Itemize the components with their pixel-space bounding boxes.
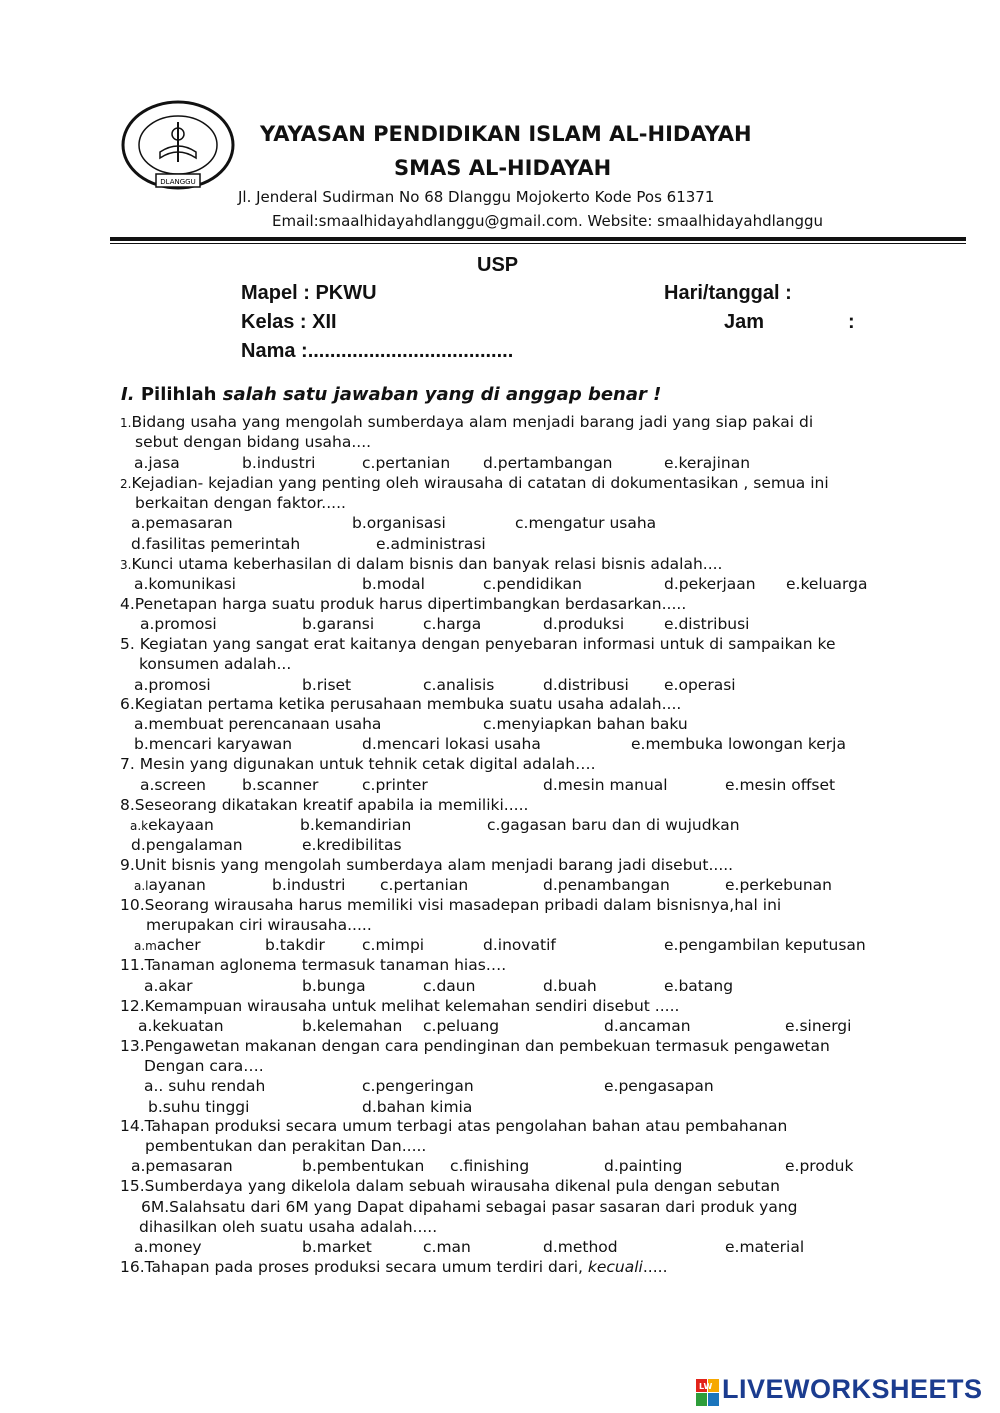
question-1-line2: sebut dengan bidang usaha.... [135,433,372,451]
question-8: 8.Seseorang dikatakan kreatif apabila ia memiliki..... [120,796,529,814]
question-10-line2: merupakan ciri wirausaha..... [146,916,372,934]
question-3: 3.Kunci utama keberhasilan di dalam bisnis dan banyak relasi bisnis adalah.... [120,555,723,573]
question-12: 12.Kemampuan wirausaha untuk melihat kelemahan sendiri disebut ..... [120,997,680,1015]
q13-option-b[interactable]: b.suhu tinggi [148,1098,250,1116]
time-label: Jam [724,311,765,333]
section-instruction: salah satu jawaban yang di anggap benar ! [222,384,662,405]
q6-option-e[interactable]: e.membuka lowongan kerja [631,735,846,753]
q12-option-a[interactable]: a.kekuatan [138,1017,224,1035]
q13-option-a[interactable]: a.. suhu rendah [144,1077,266,1095]
question-4: 4.Penetapan harga suatu produk harus dipertimbangkan berdasarkan..... [120,595,687,613]
q4-option-e[interactable]: e.distribusi [664,615,750,633]
q1-option-a[interactable]: a.jasa [134,454,180,472]
question-14: 14.Tahapan produksi secara umum terbagi atas pengolahan bahan atau pembahanan [120,1117,788,1135]
q5-option-d[interactable]: d.distribusi [543,676,629,694]
school-contact: Email:smaalhidayahdlanggu@gmail.com. Website: smaalhidayahdlanggu [272,212,824,230]
q3-option-e[interactable]: e.keluarga [786,575,868,593]
question-14-line2: pembentukan dan perakitan Dan..... [145,1137,427,1155]
q15-option-a[interactable]: a.money [134,1238,202,1256]
q8-option-b[interactable]: b.kemandirian [300,816,412,834]
q15-option-e[interactable]: e.material [725,1238,805,1256]
q9-option-b[interactable]: b.industri [272,876,346,894]
question-5: 5. Kegiatan yang sangat erat kaitanya dengan penyebaran informasi untuk di sampaikan ke [120,635,836,653]
q5-option-a[interactable]: a.promosi [134,676,211,694]
question-16: 16.Tahapan pada proses produksi secara umum terdiri dari, kecuali..... [120,1258,668,1276]
q5-option-b[interactable]: b.riset [302,676,352,694]
date-label: Hari/tanggal : [664,282,792,304]
question-13: 13.Pengawetan makanan dengan cara pendinginan dan pembekuan termasuk pengawetan [120,1037,830,1055]
q2-option-a[interactable]: a.pemasaran [131,514,233,532]
section-heading [121,384,661,405]
school-address: Jl. Jenderal Sudirman No 68 Dlanggu Mojokerto Kode Pos 61371 [238,188,715,206]
q4-option-d[interactable]: d.produksi [543,615,625,633]
subject-label: Mapel : PKWU [241,282,377,304]
q6-option-a[interactable]: a.membuat perencanaan usaha [134,715,382,733]
q3-option-b[interactable]: b.modal [362,575,425,593]
liveworksheets-badge-icon [696,1379,720,1407]
q10-option-b[interactable]: b.takdir [265,936,325,954]
q9-option-d[interactable]: d.penambangan [543,876,670,894]
header-divider-thin [110,243,966,244]
q14-option-b[interactable]: b.pembentukan [302,1157,425,1175]
q7-option-e[interactable]: e.mesin offset [725,776,836,794]
q1-option-b[interactable]: b.industri [242,454,316,472]
question-15-line3: dihasilkan oleh suatu usaha adalah..... [139,1218,438,1236]
q2-option-d[interactable]: d.fasilitas pemerintah [131,535,301,553]
liveworksheets-watermark[interactable]: LIVEWORKSHEETS [722,1374,983,1404]
q1-option-e[interactable]: e.kerajinan [664,454,751,472]
q8-option-e[interactable]: e.kredibilitas [302,836,402,854]
q3-option-c[interactable]: c.pendidikan [483,575,582,593]
question-2: 2.Kejadian- kejadian yang penting oleh wirausaha di catatan di dokumentasikan , semua ini [120,474,829,492]
q13-option-c[interactable]: c.pengeringan [362,1077,474,1095]
svg-text:LW: LW [699,1382,713,1391]
question-5-line2: konsumen adalah... [139,655,292,673]
q6-option-c[interactable]: c.menyiapkan bahan baku [483,715,688,733]
q13-option-e[interactable]: e.pengasapan [604,1077,714,1095]
q12-option-d[interactable]: d.ancaman [604,1017,691,1035]
q10-option-a[interactable]: a.macher [134,936,201,954]
q11-option-b[interactable]: b.bunga [302,977,366,995]
question-1: 1.Bidang usaha yang mengolah sumberdaya alam menjadi barang jadi yang siap pakai di [120,413,814,431]
q6-option-b[interactable]: b.mencari karyawan [134,735,293,753]
header-divider-thick [110,237,966,241]
q2-option-b[interactable]: b.organisasi [352,514,446,532]
q3-option-d[interactable]: d.pekerjaan [664,575,756,593]
q7-option-b[interactable]: b.scanner [242,776,319,794]
q10-option-d[interactable]: d.inovatif [483,936,556,954]
question-7: 7. Mesin yang digunakan untuk tehnik cetak digital adalah…. [120,755,596,773]
q2-option-c[interactable]: c.mengatur usaha [515,514,657,532]
q4-option-b[interactable]: b.garansi [302,615,375,633]
question-6: 6.Kegiatan pertama ketika perusahaan membuka suatu usaha adalah.... [120,695,682,713]
q15-option-d[interactable]: d.method [543,1238,618,1256]
school-logo [120,100,236,194]
q5-option-e[interactable]: e.operasi [664,676,736,694]
q4-option-a[interactable]: a.promosi [140,615,217,633]
name-field[interactable]: Nama :..................................... [241,340,514,362]
q8-option-d[interactable]: d.pengalaman [131,836,243,854]
q11-option-e[interactable]: e.batang [664,977,734,995]
section-lead: Pilihlah [140,384,217,405]
q12-option-b[interactable]: b.kelemahan [302,1017,403,1035]
q11-option-a[interactable]: a.akar [144,977,193,995]
q14-option-c[interactable]: c.finishing [450,1157,530,1175]
section-number: I. [121,384,135,405]
time-colon: : [848,311,855,333]
question-15-line2: 6M.Salahsatu dari 6M yang Dapat dipahami sebagai pasar sasaran dari produk yang [141,1198,798,1216]
q7-option-a[interactable]: a.screen [140,776,206,794]
exam-title: USP [477,254,519,276]
q5-option-c[interactable]: c.analisis [423,676,495,694]
q7-option-c[interactable]: c.printer [362,776,428,794]
q4-option-c[interactable]: c.harga [423,615,482,633]
question-2-line2: berkaitan dengan faktor..... [135,494,346,512]
q6-option-d[interactable]: d.mencari lokasi usaha [362,735,541,753]
foundation-name: YAYASAN PENDIDIKAN ISLAM AL-HIDAYAH [260,122,752,146]
q15-option-b[interactable]: b.market [302,1238,372,1256]
logo-bottom-text: DLANGGU [160,178,196,186]
question-9: 9.Unit bisnis yang mengolah sumberdaya alam menjadi barang jadi disebut..... [120,856,734,874]
question-13-line2: Dengan cara…. [144,1057,264,1075]
question-10: 10.Seorang wirausaha harus memiliki visi masadepan pribadi dalam bisnisnya,hal ini [120,896,782,914]
q8-option-c[interactable]: c.gagasan baru dan di wujudkan [487,816,740,834]
q12-option-e[interactable]: e.sinergi [785,1017,852,1035]
q14-option-a[interactable]: a.pemasaran [131,1157,233,1175]
q14-option-d[interactable]: d.painting [604,1157,683,1175]
q12-option-c[interactable]: c.peluang [423,1017,500,1035]
question-11: 11.Tanaman aglonema termasuk tanaman hias…. [120,956,507,974]
q10-option-e[interactable]: e.pengambilan keputusan [664,936,866,954]
q11-option-c[interactable]: c.daun [423,977,476,995]
q9-option-a[interactable]: a.layanan [134,876,206,894]
q14-option-e[interactable]: e.produk [785,1157,854,1175]
q2-option-e[interactable]: e.administrasi [376,535,486,553]
q9-option-e[interactable]: e.perkebunan [725,876,832,894]
school-name: SMAS AL-HIDAYAH [394,156,612,180]
class-label: Kelas : XII [241,311,337,333]
q10-option-c[interactable]: c.mimpi [362,936,425,954]
q13-option-d[interactable]: d.bahan kimia [362,1098,473,1116]
q3-option-a[interactable]: a.komunikasi [134,575,236,593]
q8-option-a[interactable]: a.kekayaan [130,816,214,834]
q15-option-c[interactable]: c.man [423,1238,471,1256]
q1-option-c[interactable]: c.pertanian [362,454,451,472]
q1-option-d[interactable]: d.pertambangan [483,454,613,472]
question-15: 15.Sumberdaya yang dikelola dalam sebuah wirausaha dikenal pula dengan sebutan [120,1177,780,1195]
q7-option-d[interactable]: d.mesin manual [543,776,668,794]
q11-option-d[interactable]: d.buah [543,977,597,995]
q9-option-c[interactable]: c.pertanian [380,876,469,894]
